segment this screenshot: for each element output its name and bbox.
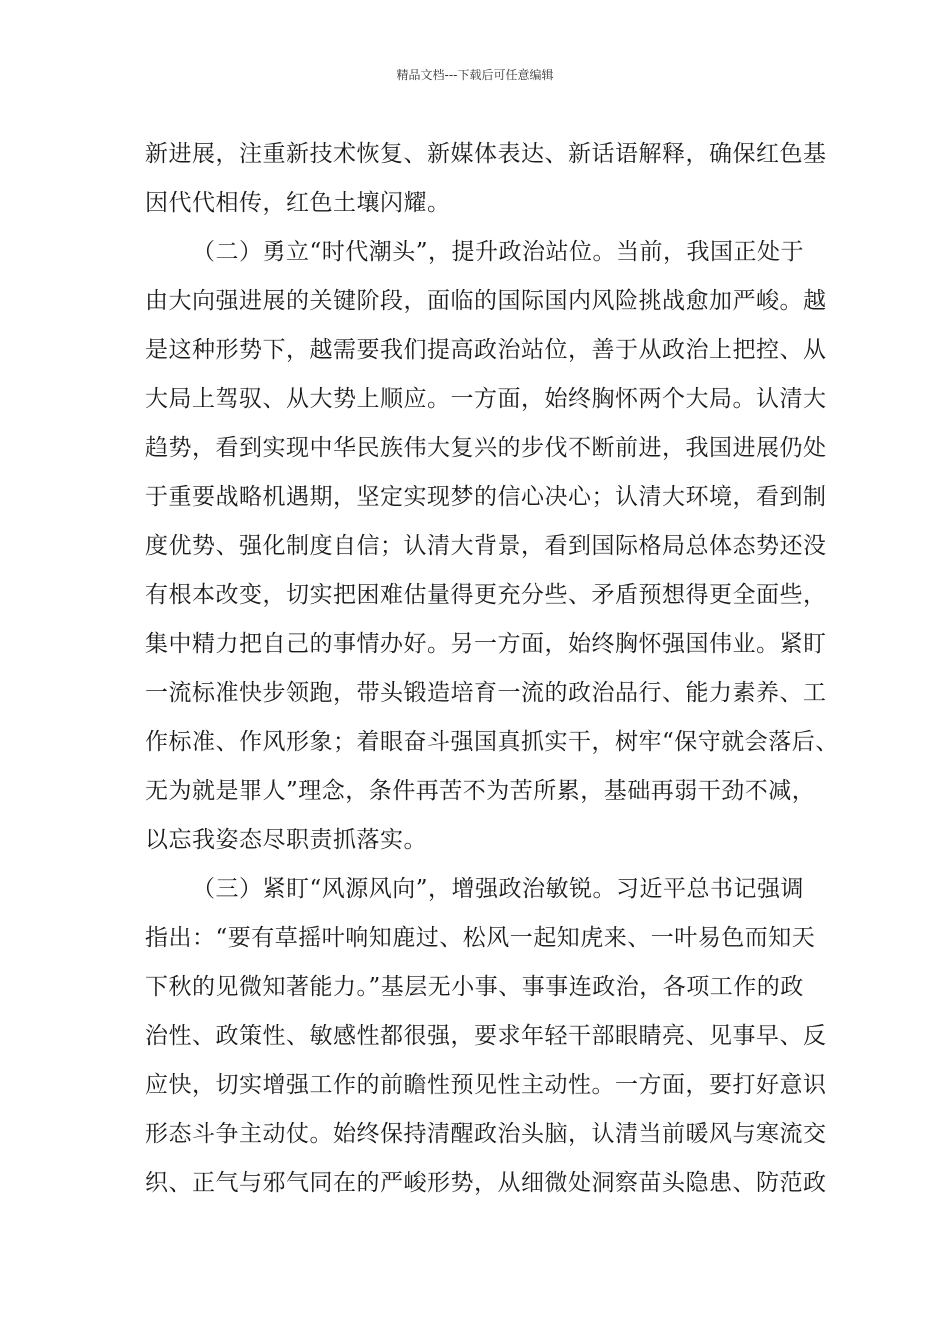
document-body [145, 130, 839, 1208]
text-line: 一流标准快步领跑，带头锻造培育一流的政治品行、能力素养、工 [145, 680, 827, 706]
text-line: 集中精力把自己的事情办好。另一方面，始终胸怀强国伟业。紧盯 [145, 631, 827, 657]
paragraph-start-line: （三）紧盯“风源风向”，增强政治敏锐。习近平总书记强调 [192, 876, 805, 902]
text-line: 织、正气与邪气同在的严峻形势，从细微处洞察苗头隐患、防范政 [145, 1170, 827, 1196]
text-line: 作标准、作风形象；着眼奋斗强国真抓实干，树牢“保守就会落后、 [145, 729, 839, 755]
text-line: 趋势，看到实现中华民族伟大复兴的步伐不断前进，我国进展仍处 [145, 435, 827, 461]
text-line: 度优势、强化制度自信；认清大背景，看到国际格局总体态势还没 [145, 533, 827, 559]
page-header: 精品文档---下载后可任意编辑 [396, 68, 554, 82]
text-line: 指出：“要有草摇叶响知鹿过、松风一起知虎来、一叶易色而知天 [145, 925, 816, 951]
text-line: 形态斗争主动仗。始终保持清醒政治头脑，认清当前暖风与寒流交 [145, 1121, 827, 1147]
text-line: 无为就是罪人”理念，条件再苦不为苦所累，基础再弱干劲不减， [145, 778, 816, 804]
text-line: 因代代相传，红色土壤闪耀。 [145, 190, 451, 216]
text-line: 是这种形势下，越需要我们提高政治站位，善于从政治上把控、从 [145, 337, 827, 363]
text-line: 于重要战略机遇期，坚定实现梦的信心决心；认清大环境，看到制 [145, 484, 827, 510]
text-line: 新进展，注重新技术恢复、新媒体表达、新话语解释，确保红色基 [145, 141, 827, 167]
text-line: 下秋的见微知著能力。”基层无小事、事事连政治，各项工作的政 [145, 974, 804, 1000]
text-line: 以忘我姿态尽职责抓落实。 [145, 827, 427, 853]
text-line: 由大向强进展的关键阶段，面临的国际国内风险挑战愈加严峻。越 [145, 288, 827, 314]
paragraph-start-line: （二）勇立“时代潮头”，提升政治站位。当前，我国正处于 [192, 239, 805, 265]
text-line: 治性、政策性、敏感性都很强，要求年轻干部眼睛亮、见事早、反 [145, 1023, 827, 1049]
text-line: 应快，切实增强工作的前瞻性预见性主动性。一方面，要打好意识 [145, 1072, 827, 1098]
text-line: 大局上驾驭、从大势上顺应。一方面，始终胸怀两个大局。认清大 [145, 386, 827, 412]
text-line: 有根本改变，切实把困难估量得更充分些、矛盾预想得更全面些， [145, 582, 827, 608]
